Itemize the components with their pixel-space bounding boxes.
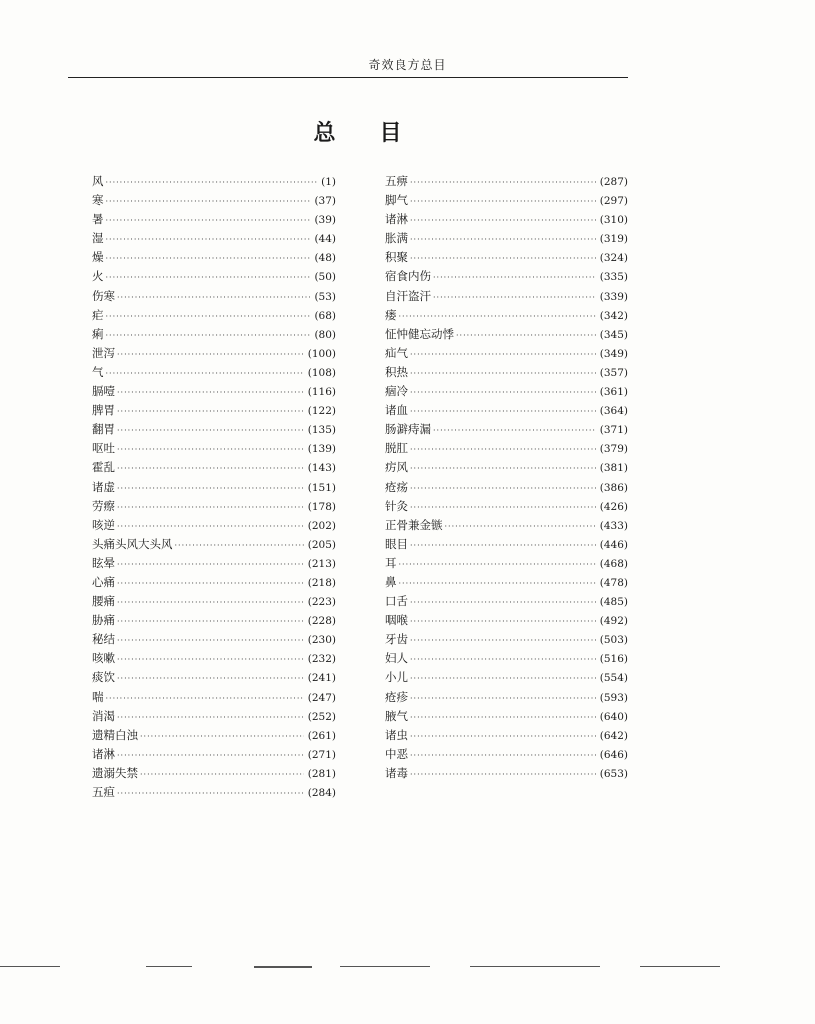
toc-entry-page: (642) xyxy=(599,729,628,742)
dot-leader xyxy=(106,369,304,378)
toc-entry-page: (135) xyxy=(307,424,336,437)
toc-entry xyxy=(385,536,628,555)
toc-entry-page: (379) xyxy=(599,443,628,456)
toc-entry xyxy=(92,230,336,249)
dot-leader xyxy=(410,407,596,416)
toc-entry-label: 积热 xyxy=(385,364,408,379)
toc-entry-label: 伤寒 xyxy=(92,288,115,303)
toc-entry xyxy=(385,517,628,536)
dot-leader xyxy=(117,484,304,493)
dot-leader xyxy=(117,464,304,473)
toc-entry-label: 寒 xyxy=(92,193,104,208)
toc-entry-label: 痰饮 xyxy=(92,670,115,685)
toc-entry xyxy=(92,708,336,727)
toc-entry xyxy=(385,192,628,211)
toc-entry xyxy=(92,574,336,593)
toc-entry-label: 膈噎 xyxy=(92,384,115,399)
toc-entry xyxy=(92,498,336,517)
toc-entry-page: (218) xyxy=(307,576,336,589)
toc-entry-label: 咳嗽 xyxy=(92,651,115,666)
toc-entry-page: (357) xyxy=(599,366,628,379)
toc-entry-label: 秘结 xyxy=(92,632,115,647)
toc-entry-page: (284) xyxy=(307,787,336,799)
dot-leader xyxy=(106,312,311,321)
toc-entry xyxy=(92,211,336,230)
toc-entry-label: 遗溺失禁 xyxy=(92,765,138,780)
toc-entry xyxy=(385,708,628,727)
toc-column-left xyxy=(92,173,336,803)
toc-entry xyxy=(92,784,336,803)
toc-entry-label: 腰痛 xyxy=(92,594,115,609)
dot-leader xyxy=(410,178,596,187)
dot-leader xyxy=(117,713,304,722)
toc-entry xyxy=(385,440,628,459)
dot-leader xyxy=(410,598,596,607)
toc-entry-page: (593) xyxy=(599,691,628,704)
dot-leader xyxy=(106,273,311,282)
dot-leader xyxy=(117,426,304,435)
toc-entry xyxy=(92,631,336,650)
toc-entry-page: (653) xyxy=(599,767,628,780)
toc-entry-label: 咽喉 xyxy=(385,613,408,628)
dot-leader xyxy=(140,732,304,741)
toc-entry xyxy=(385,326,628,345)
toc-entry-page: (364) xyxy=(599,405,628,418)
toc-entry-page: (503) xyxy=(599,634,628,647)
toc-entry-label: 胁痛 xyxy=(92,613,115,628)
toc-entry-label: 小儿 xyxy=(385,670,408,685)
toc-entry xyxy=(385,574,628,593)
toc-entry xyxy=(385,288,628,307)
toc-entry-label: 妇人 xyxy=(385,651,408,666)
toc-entry-label: 脚气 xyxy=(385,193,408,208)
dot-leader xyxy=(433,293,596,302)
scan-artifact-line xyxy=(340,966,430,967)
toc-entry-page: (247) xyxy=(307,691,336,704)
toc-entry xyxy=(92,421,336,440)
toc-entry-page: (252) xyxy=(307,710,336,723)
toc-entry-label: 泄泻 xyxy=(92,345,115,360)
toc-entry-label: 口舌 xyxy=(385,594,408,609)
toc-entry-page: (261) xyxy=(307,729,336,742)
toc-entry xyxy=(385,211,628,230)
dot-leader xyxy=(106,178,318,187)
scan-artifact-line xyxy=(254,966,312,968)
dot-leader xyxy=(445,522,596,531)
dot-leader xyxy=(117,407,304,416)
toc-entry-page: (271) xyxy=(307,748,336,761)
toc-entry-page: (646) xyxy=(599,748,628,761)
dot-leader xyxy=(410,388,596,397)
toc-entry-page: (361) xyxy=(599,386,628,399)
dot-leader xyxy=(410,235,596,244)
toc-entry-label: 遗精白浊 xyxy=(92,727,138,742)
toc-entry-page: (139) xyxy=(307,443,336,456)
dot-leader xyxy=(399,312,596,321)
dot-leader xyxy=(140,770,304,779)
toc-entry-label: 正骨兼金镞 xyxy=(385,517,443,532)
toc-entry-label: 痼冷 xyxy=(385,384,408,399)
toc-entry-page: (310) xyxy=(599,214,628,227)
toc-entry xyxy=(385,249,628,268)
toc-entry-label: 气 xyxy=(92,364,104,379)
toc-entry xyxy=(385,307,628,326)
toc-entry xyxy=(92,249,336,268)
dot-leader xyxy=(106,694,304,703)
toc-entry-label: 牙齿 xyxy=(385,632,408,647)
dot-leader xyxy=(410,541,596,550)
dot-leader xyxy=(117,655,304,664)
toc-entry xyxy=(92,345,336,364)
toc-entry xyxy=(92,402,336,421)
toc-entry xyxy=(385,402,628,421)
dot-leader xyxy=(117,598,304,607)
dot-leader xyxy=(106,197,311,206)
toc-entry-page: (44) xyxy=(314,233,336,246)
toc-entry-page: (37) xyxy=(314,195,336,208)
dot-leader xyxy=(410,484,596,493)
dot-leader xyxy=(106,331,311,340)
dot-leader xyxy=(117,789,304,798)
toc-entry xyxy=(92,746,336,765)
toc-entry xyxy=(92,307,336,326)
toc-entry-label: 风 xyxy=(92,174,104,188)
toc-entry xyxy=(385,421,628,440)
toc-entry-page: (53) xyxy=(314,290,336,303)
toc-entry-label: 自汗盗汗 xyxy=(385,288,431,303)
toc-entry-label: 头痛头风大头风 xyxy=(92,536,173,551)
header-rule xyxy=(68,77,628,78)
toc-entry xyxy=(385,765,628,784)
toc-entry xyxy=(92,268,336,287)
toc-entry xyxy=(92,459,336,478)
toc-entry-page: (381) xyxy=(599,462,628,475)
toc-entry xyxy=(92,383,336,402)
dot-leader xyxy=(106,235,311,244)
dot-leader xyxy=(117,445,304,454)
toc-entry xyxy=(92,517,336,536)
dot-leader xyxy=(106,216,311,225)
toc-entry-label: 脱肛 xyxy=(385,441,408,456)
dot-leader xyxy=(410,197,596,206)
toc-entry-label: 诸毒 xyxy=(385,765,408,780)
toc-entry xyxy=(92,173,336,192)
toc-entry-label: 中恶 xyxy=(385,746,408,761)
toc-entry-page: (345) xyxy=(599,328,628,341)
dot-leader xyxy=(433,273,596,282)
scan-artifact-line xyxy=(146,966,192,967)
toc-entry xyxy=(385,459,628,478)
dot-leader xyxy=(117,560,304,569)
dot-leader xyxy=(410,617,596,626)
toc-entry-label: 诸淋 xyxy=(385,212,408,227)
toc-entry xyxy=(92,727,336,746)
title-char: 总 xyxy=(313,121,336,146)
toc-entry xyxy=(92,669,336,688)
toc-entry-page: (122) xyxy=(307,405,336,418)
toc-entry xyxy=(385,498,628,517)
toc-entry xyxy=(92,326,336,345)
toc-entry-label: 霍乱 xyxy=(92,460,115,475)
toc-entry xyxy=(92,479,336,498)
dot-leader xyxy=(410,216,596,225)
toc-entry-page: (151) xyxy=(307,481,336,494)
toc-entry xyxy=(385,631,628,650)
toc-entry-page: (39) xyxy=(314,214,336,227)
dot-leader xyxy=(410,503,596,512)
toc-entry-page: (426) xyxy=(599,500,628,513)
toc-entry xyxy=(385,383,628,402)
toc-entry-page: (492) xyxy=(599,615,628,628)
toc-entry-page: (349) xyxy=(599,347,628,360)
toc-entry-page: (202) xyxy=(307,519,336,532)
toc-entry xyxy=(385,479,628,498)
toc-entry-label: 腋气 xyxy=(385,708,408,723)
toc-entry-label: 积聚 xyxy=(385,250,408,265)
toc-entry xyxy=(92,536,336,555)
toc-entry-page: (287) xyxy=(599,176,628,188)
toc-entry-page: (223) xyxy=(307,596,336,609)
toc-entry-page: (297) xyxy=(599,195,628,208)
dot-leader xyxy=(410,674,596,683)
toc-entry-label: 呕吐 xyxy=(92,441,115,456)
dot-leader xyxy=(117,503,304,512)
toc-entry-label: 湿 xyxy=(92,231,104,246)
dot-leader xyxy=(410,770,596,779)
dot-leader xyxy=(410,350,596,359)
toc-entry xyxy=(385,727,628,746)
toc-entry-page: (339) xyxy=(599,290,628,303)
toc-entry xyxy=(92,192,336,211)
dot-leader xyxy=(117,674,304,683)
dot-leader xyxy=(117,388,304,397)
toc-entry-label: 胀满 xyxy=(385,231,408,246)
toc-entry-page: (324) xyxy=(599,252,628,265)
toc-entry-label: 消渴 xyxy=(92,708,115,723)
toc-entry xyxy=(385,555,628,574)
dot-leader xyxy=(410,732,596,741)
toc-entry xyxy=(385,689,628,708)
toc-entry xyxy=(92,593,336,612)
toc-entry xyxy=(385,364,628,383)
toc-entry-page: (228) xyxy=(307,615,336,628)
dot-leader xyxy=(399,560,596,569)
toc-entry-label: 疝气 xyxy=(385,345,408,360)
toc-entry xyxy=(92,650,336,669)
toc-entry-page: (80) xyxy=(314,328,336,341)
toc-entry-page: (485) xyxy=(599,596,628,609)
toc-column-right xyxy=(385,173,628,784)
dot-leader xyxy=(117,350,304,359)
toc-entry xyxy=(92,364,336,383)
toc-entry-page: (433) xyxy=(599,519,628,532)
toc-entry-page: (281) xyxy=(307,767,336,780)
toc-entry-label: 怔忡健忘动悸 xyxy=(385,326,454,341)
toc-entry-label: 痢 xyxy=(92,326,104,341)
toc-entry-label: 翻胃 xyxy=(92,422,115,437)
toc-entry-label: 耳 xyxy=(385,555,397,570)
toc-entry-page: (143) xyxy=(307,462,336,475)
dot-leader xyxy=(410,751,596,760)
toc-entry-page: (116) xyxy=(307,386,336,399)
dot-leader xyxy=(117,617,304,626)
toc-entry-label: 眩晕 xyxy=(92,555,115,570)
dot-leader xyxy=(117,522,304,531)
toc-entry-label: 眼目 xyxy=(385,536,408,551)
toc-entry-label: 心痛 xyxy=(92,574,115,589)
toc-entry xyxy=(92,288,336,307)
toc-entry-label: 暑 xyxy=(92,212,104,227)
toc-entry-label: 脾胃 xyxy=(92,403,115,418)
toc-entry-page: (232) xyxy=(307,653,336,666)
toc-entry-label: 疠风 xyxy=(385,460,408,475)
toc-entry xyxy=(385,746,628,765)
toc-entry xyxy=(385,612,628,631)
dot-leader xyxy=(410,369,596,378)
toc-entry-label: 劳瘵 xyxy=(92,498,115,513)
toc-entry-label: 诸淋 xyxy=(92,746,115,761)
dot-leader xyxy=(117,579,304,588)
toc-entry-label: 针灸 xyxy=(385,498,408,513)
toc-entry-page: (108) xyxy=(307,366,336,379)
toc-entry-label: 五疸 xyxy=(92,785,115,799)
toc-entry-page: (516) xyxy=(599,653,628,666)
dot-leader xyxy=(410,713,596,722)
toc-entry xyxy=(385,268,628,287)
title-char: 目 xyxy=(379,121,402,146)
toc-entry-label: 疮疡 xyxy=(385,479,408,494)
toc-entry-page: (371) xyxy=(599,424,628,437)
toc-entry-page: (446) xyxy=(599,538,628,551)
dot-leader xyxy=(456,331,596,340)
toc-entry-page: (100) xyxy=(307,347,336,360)
dot-leader xyxy=(117,293,310,302)
dot-leader xyxy=(410,254,596,263)
toc-entry-page: (640) xyxy=(599,710,628,723)
dot-leader xyxy=(117,636,304,645)
dot-leader xyxy=(410,655,596,664)
dot-leader xyxy=(410,636,596,645)
dot-leader xyxy=(410,445,596,454)
dot-leader xyxy=(117,751,304,760)
toc-entry-page: (68) xyxy=(314,309,336,322)
toc-entry-page: (205) xyxy=(307,538,336,551)
toc-entry-page: (478) xyxy=(599,576,628,589)
toc-entry-page: (554) xyxy=(599,672,628,685)
toc-entry xyxy=(385,650,628,669)
toc-entry-label: 肠澼痔漏 xyxy=(385,422,431,437)
toc-entry-label: 五痹 xyxy=(385,174,408,188)
scan-artifact-line xyxy=(640,966,720,967)
toc-entry-label: 宿食内伤 xyxy=(385,269,431,284)
toc-entry-page: (342) xyxy=(599,309,628,322)
toc-entry xyxy=(385,173,628,192)
toc-entry-page: (213) xyxy=(307,557,336,570)
toc-entry-page: (1) xyxy=(321,176,336,188)
toc-entry-label: 喘 xyxy=(92,689,104,704)
scan-artifact-line xyxy=(0,966,60,967)
page-title xyxy=(0,116,715,147)
scan-artifact-line xyxy=(470,966,600,967)
dot-leader xyxy=(175,541,304,550)
toc-entry xyxy=(92,612,336,631)
toc-entry-page: (241) xyxy=(307,672,336,685)
toc-entry-page: (178) xyxy=(307,500,336,513)
toc-entry-page: (48) xyxy=(314,252,336,265)
toc-entry-label: 咳逆 xyxy=(92,517,115,532)
dot-leader xyxy=(106,254,311,263)
toc-entry-label: 燥 xyxy=(92,250,104,265)
dot-leader xyxy=(410,694,596,703)
dot-leader xyxy=(410,464,596,473)
toc-entry xyxy=(385,669,628,688)
toc-entry-label: 诸血 xyxy=(385,403,408,418)
toc-entry-label: 疮疹 xyxy=(385,689,408,704)
toc-entry-page: (230) xyxy=(307,634,336,647)
running-head: 奇效良方总目 xyxy=(368,58,447,72)
toc-entry xyxy=(92,555,336,574)
toc-entry xyxy=(92,765,336,784)
toc-entry xyxy=(385,230,628,249)
toc-entry xyxy=(385,593,628,612)
toc-entry-page: (319) xyxy=(599,233,628,246)
toc-entry-label: 诸虚 xyxy=(92,479,115,494)
toc-entry xyxy=(92,440,336,459)
toc-entry-label: 疟 xyxy=(92,307,104,322)
toc-entry xyxy=(92,689,336,708)
dot-leader xyxy=(399,579,596,588)
toc-entry-page: (386) xyxy=(599,481,628,494)
toc-entry-label: 诸虫 xyxy=(385,727,408,742)
toc-entry-page: (335) xyxy=(599,271,628,284)
toc-entry-label: 鼻 xyxy=(385,574,397,589)
toc-entry-page: (468) xyxy=(599,557,628,570)
toc-entry xyxy=(385,345,628,364)
toc-entry-page: (50) xyxy=(314,271,336,284)
toc-entry-label: 火 xyxy=(92,269,104,284)
dot-leader xyxy=(433,426,596,435)
toc-entry-label: 瘘 xyxy=(385,307,397,322)
